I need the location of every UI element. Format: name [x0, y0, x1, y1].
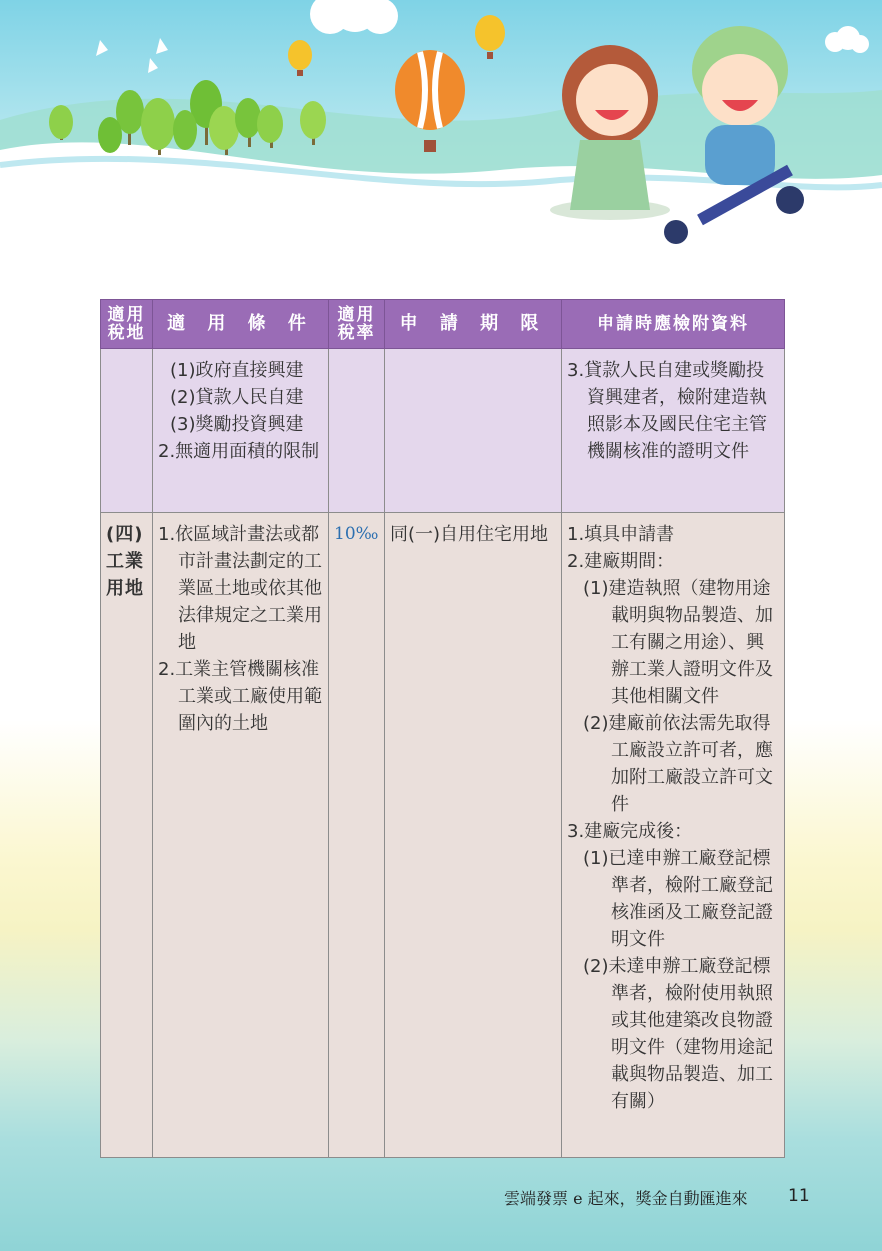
document-item: 3.貸款人民自建或獎勵投資興建者，檢附建造執照影本及國民住宅主管機關核准的證明文件 — [567, 360, 767, 462]
condition-item: 1.依區域計畫法或都市計畫法劃定的工業區土地或依其他法律規定之工業用地 — [158, 524, 322, 653]
document-item: (2)建廠前依法需先取得工廠設立許可者，應加附工廠設立許可文件 — [583, 713, 773, 815]
tax-land-table-container — [100, 299, 784, 1158]
table-header-row — [101, 300, 785, 349]
document-item: 2.建廠期間： — [567, 551, 675, 572]
header-application-period: 申 請 期 限 — [385, 300, 562, 349]
condition-item: 2.工業主管機關核准工業或工廠使用範圍內的土地 — [158, 659, 322, 734]
page-number: 11 — [788, 1186, 810, 1206]
document-item: (2)未達申辦工廠登記標準者，檢附使用執照或其他建築改良物證明文件（建物用途記載與物品製造、加工有關） — [583, 956, 773, 1112]
condition-item: (3)獎勵投資興建 — [170, 414, 304, 435]
condition-item: (2)貸款人民自建 — [170, 387, 304, 408]
documents-cell — [562, 349, 785, 513]
condition-item: (1)政府直接興建 — [170, 360, 304, 381]
document-item: 3.建廠完成後： — [567, 821, 693, 842]
period-cell: 同(一)自用住宅用地 — [385, 513, 562, 1158]
document-item: (1)已達申辦工廠登記標準者，檢附工廠登記核准函及工廠登記證明文件 — [583, 848, 773, 950]
header-required-documents: 申請時應檢附資料 — [562, 300, 785, 349]
conditions-cell — [153, 349, 329, 513]
table-row — [101, 349, 785, 513]
header-applicable-land: 適用稅地 — [101, 300, 153, 349]
category-cell: (四)工業用地 — [101, 513, 153, 1158]
footer-slogan: 雲端發票 e 起來，獎金自動匯進來 — [504, 1189, 748, 1208]
conditions-cell — [153, 513, 329, 1158]
table-row — [101, 513, 785, 1158]
rate-cell: 10‰ — [329, 513, 385, 1158]
document-item: 1.填具申請書 — [567, 524, 675, 545]
document-item: (1)建造執照（建物用途載明與物品製造、加工有關之用途）、興辦工業人證明文件及其他相關文件 — [583, 578, 773, 707]
period-cell — [385, 349, 562, 513]
category-cell — [101, 349, 153, 513]
documents-cell — [562, 513, 785, 1158]
rate-cell — [329, 349, 385, 513]
banner-illustration — [0, 0, 882, 260]
header-applicable-rate: 適用稅率 — [329, 300, 385, 349]
tax-land-table — [100, 299, 785, 1158]
header-applicable-conditions: 適 用 條 件 — [153, 300, 329, 349]
condition-item: 2.無適用面積的限制 — [158, 441, 320, 462]
